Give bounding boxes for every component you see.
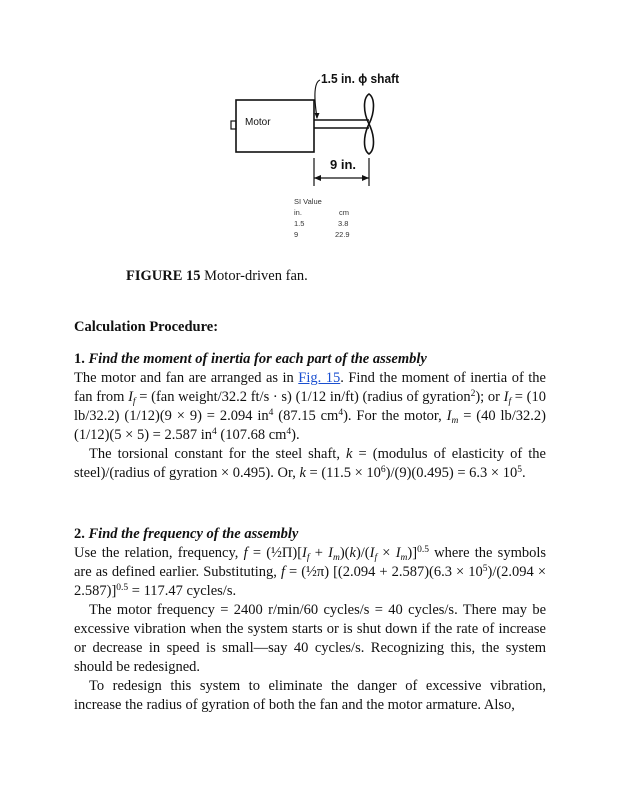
dim-arrow-left bbox=[314, 175, 321, 181]
shaft-label: 1.5 in. ϕ shaft bbox=[321, 71, 400, 86]
step2-paragraph-3: To redesign this system to eliminate the danger of excessive vibration, increase the radius of gyration of both the fan and the motor armature. Also, bbox=[74, 678, 546, 713]
motor-fan-diagram bbox=[225, 62, 425, 247]
step2-heading bbox=[74, 525, 546, 544]
caption-text: Motor-driven fan. bbox=[204, 268, 308, 284]
step1-block bbox=[74, 350, 546, 483]
step1-number: 1. bbox=[74, 351, 85, 367]
motor-label: Motor bbox=[245, 117, 271, 128]
step1-heading bbox=[74, 350, 546, 369]
figure-caption bbox=[126, 268, 308, 285]
si-header-cm: cm bbox=[339, 208, 349, 217]
step2-paragraph: Use the relation, frequency, $f = (\frac{1}{2}\Pi)[I_f + I_m)(k)/(I_f \times I_m)]^{0.5}$ where the symbols are as defined earlier. Substituting, f = (½π) $[(2.094 + 2.587)(6.3 \times 10^5)/(2.094 \times 2.587)]^{0.5} = 117.47$ cycles/s. bbox=[74, 545, 547, 599]
step2-title: Find the frequency of the assembly bbox=[88, 526, 299, 542]
si-row1-in: 1.5 bbox=[294, 219, 305, 228]
step2-number: 2. bbox=[74, 526, 85, 542]
step2-block bbox=[74, 525, 546, 715]
length-label: 9 in. bbox=[330, 157, 357, 172]
figure-motor-fan bbox=[225, 62, 425, 247]
calc-heading: Calculation Procedure: bbox=[74, 319, 219, 335]
step1-paragraph-2: The torsional constant for the steel shaft, k = (modulus of elasticity of the steel)/(radius of gyration × 0.495). Or, $k = (11.5 \times 10^6)/(9)(0.495) = 6.3 \times 10^5$. bbox=[74, 446, 546, 481]
si-row2-cm: 22.9 bbox=[335, 230, 350, 239]
step1-paragraph: The motor and fan are arranged as in Fig. 15. Find the moment of inertia of the fan from $I_f = (fan$ weight/32.2 ft/s · s) (1/12 in/ft) (radius of gyration$^2$); or $I_f = (10$ lb/32.2) (1/12)(9 × 9) = 2.094 $in^4$ (87.15 $cm^4$). For the motor, $I_m = (40$ lb/32.2) (1/12)(5 × 5) = 2.587 $in^4$ (107.68 $cm^4$). bbox=[74, 370, 547, 443]
step1-title: Find the moment of inertia for each part of the assembly bbox=[88, 351, 427, 367]
shaft-leader-arrow bbox=[315, 113, 320, 119]
shaft-leader bbox=[315, 80, 320, 118]
fig15-link[interactable]: Fig. 15 bbox=[298, 370, 341, 386]
si-row2-in: 9 bbox=[294, 230, 299, 239]
si-header-in: in. bbox=[294, 208, 302, 217]
step2-paragraph-2: The motor frequency = 2400 r/min/60 cycles/s = 40 cycles/s. There may be excessive vibration when the system starts or is shut down if the rate of increase or decrease in speed is small—say 40 cycles/s. Recognizing this, the system should be redesigned. bbox=[74, 602, 546, 675]
dim-arrow-right bbox=[362, 175, 369, 181]
caption-number: FIGURE 15 bbox=[126, 268, 201, 284]
si-title: SI Value bbox=[294, 197, 322, 206]
si-row1-cm: 3.8 bbox=[338, 219, 349, 228]
